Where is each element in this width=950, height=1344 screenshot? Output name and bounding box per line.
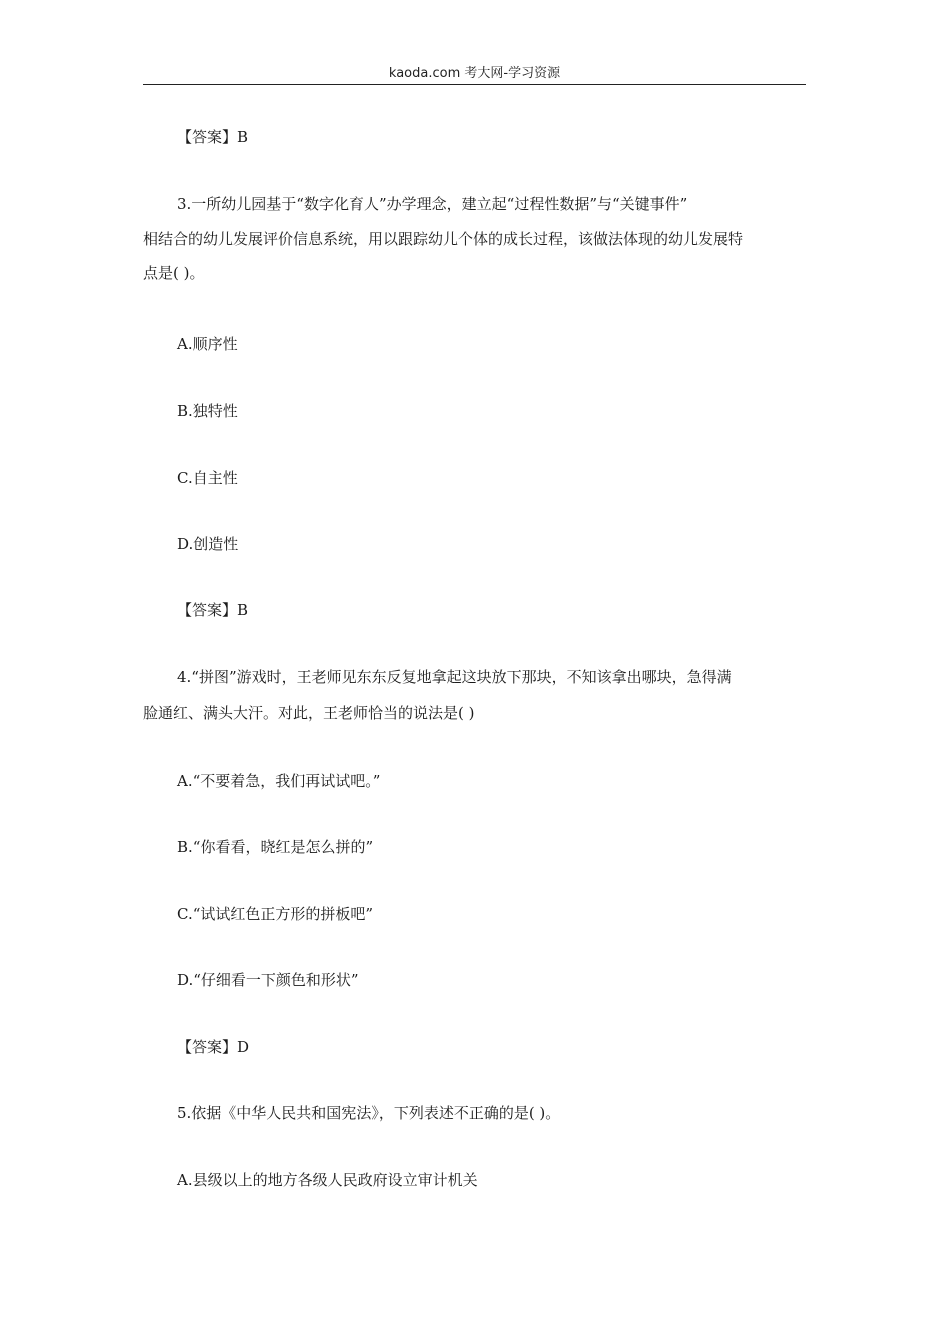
question-3-option-b: B.独特性 (177, 402, 238, 420)
page-header: kaoda.com 考大网-学习资源 (388, 66, 561, 81)
answer-q4: 【答案】D (177, 1038, 250, 1056)
question-4-option-c: C.“试试红色正方形的拼板吧” (177, 905, 374, 923)
question-4-option-b: B.“你看看，晓红是怎么拼的” (177, 838, 374, 856)
question-5-line-1: 5.依据《中华人民共和国宪法》，下列表述不正确的是( )。 (177, 1104, 561, 1122)
header-divider (143, 84, 806, 85)
answer-q2: 【答案】B (177, 128, 249, 146)
question-4-option-a: A.“不要着急，我们再试试吧。” (177, 772, 381, 790)
question-5-option-a: A.县级以上的地方各级人民政府设立审计机关 (177, 1171, 478, 1189)
question-3-option-d: D.创造性 (177, 535, 239, 553)
question-4-option-d: D.“仔细看一下颜色和形状” (177, 971, 359, 989)
question-3-line-1: 3.一所幼儿园基于“数字化育人”办学理念，建立起“过程性数据”与“关键事件” (177, 195, 688, 213)
answer-q3: 【答案】B (177, 601, 249, 619)
question-4-line-1: 4.“拼图”游戏时，王老师见东东反复地拿起这块放下那块，不知该拿出哪块，急得满 (177, 668, 732, 686)
question-3-line-2: 相结合的幼儿发展评价信息系统，用以跟踪幼儿个体的成长过程，该做法体现的幼儿发展特 (143, 230, 744, 248)
question-4-line-2: 脸通红、满头大汗。对此，王老师恰当的说法是( ) (143, 704, 475, 722)
question-3-line-3: 点是( )。 (143, 264, 205, 282)
question-3-option-a: A.顺序性 (177, 335, 238, 353)
question-3-option-c: C.自主性 (177, 469, 238, 487)
